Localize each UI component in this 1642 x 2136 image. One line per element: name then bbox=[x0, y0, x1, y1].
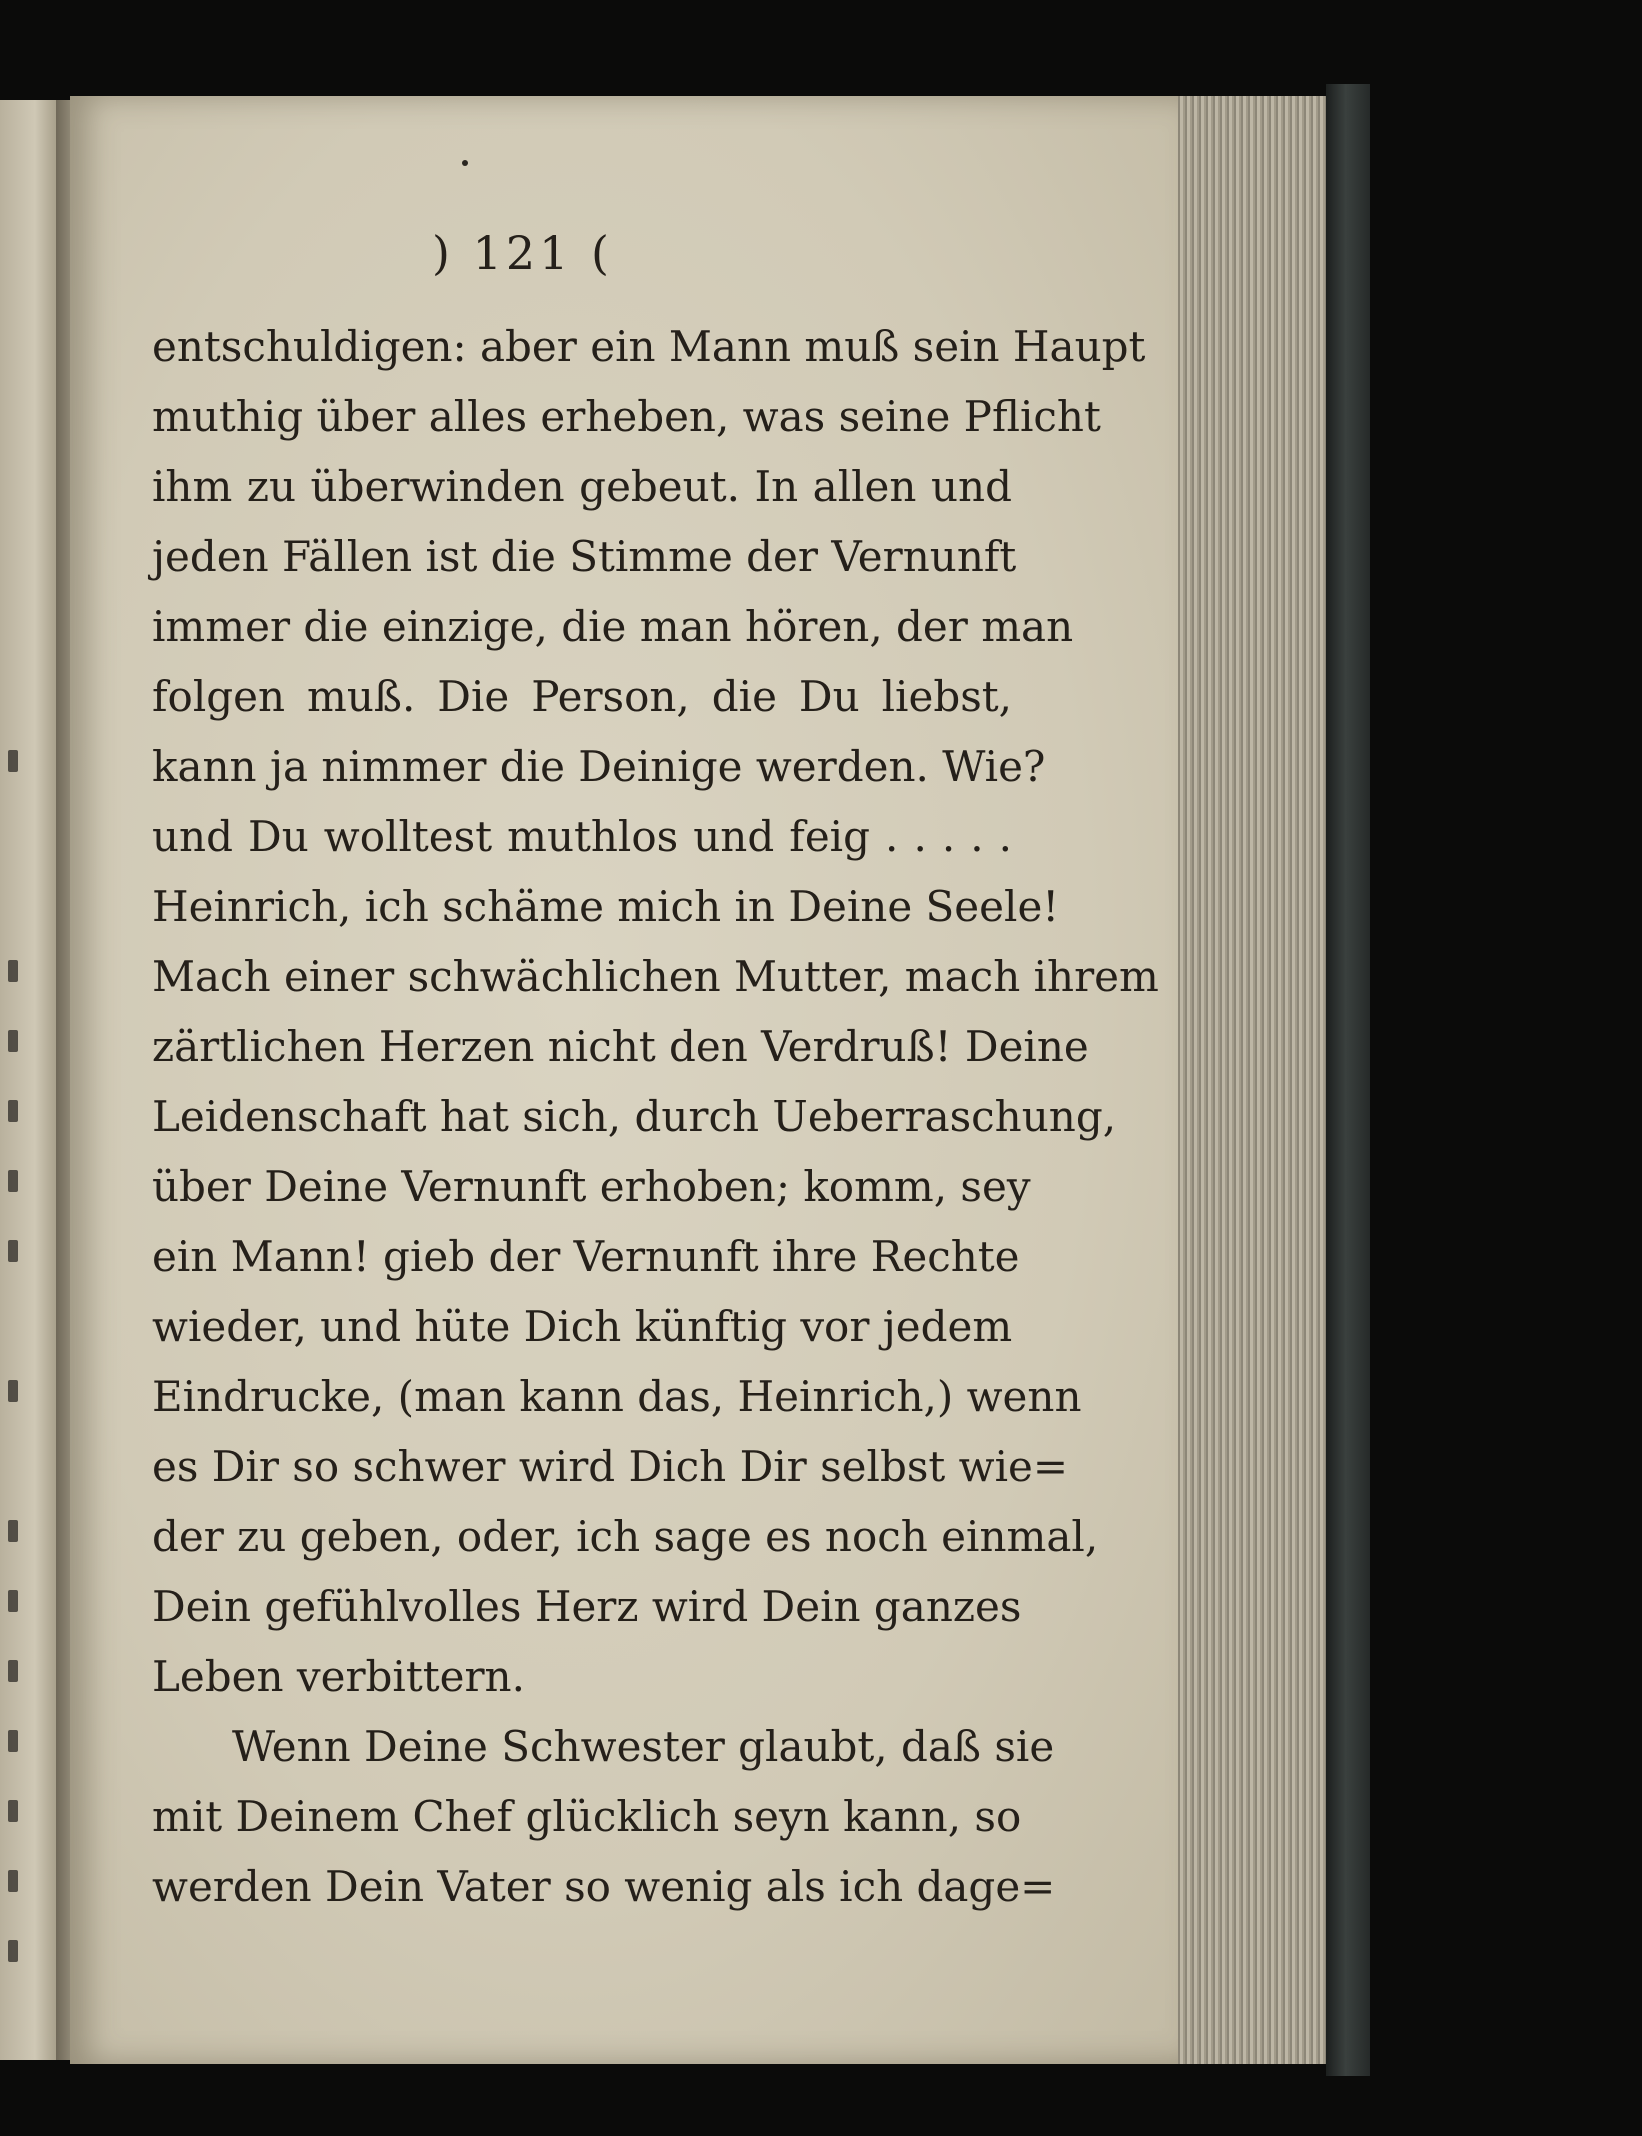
ink-speck bbox=[462, 160, 468, 166]
text-fragment bbox=[8, 1030, 18, 1052]
text-fragment bbox=[8, 750, 18, 772]
text-line: über Deine Vernunft erhoben; komm, sey bbox=[152, 1162, 1031, 1211]
facing-page-text-fragments bbox=[0, 100, 58, 2060]
text-line: wieder, und hüte Dich künftig vor jedem bbox=[152, 1302, 1013, 1351]
text-line: ihm zu überwinden gebeut. In allen und bbox=[152, 462, 1012, 511]
text-fragment bbox=[8, 1520, 18, 1542]
text-line: zärtlichen Herzen nicht den Verdruß! Deine bbox=[152, 1022, 1089, 1071]
text-line: Eindrucke, (man kann das, Heinrich,) wenn bbox=[152, 1372, 1082, 1421]
text-line: entschuldigen: aber ein Mann muß sein Haupt bbox=[152, 322, 1146, 371]
text-line: Leidenschaft hat sich, durch Ueberraschung, bbox=[152, 1092, 1117, 1141]
text-fragment bbox=[8, 1240, 18, 1262]
facing-page-edge bbox=[0, 100, 58, 2060]
text-line: jeden Fällen ist die Stimme der Vernunft bbox=[152, 532, 1017, 581]
text-fragment bbox=[8, 1800, 18, 1822]
text-fragment bbox=[8, 1730, 18, 1752]
text-line: Mach einer schwächlichen Mutter, mach ihrem bbox=[152, 952, 1159, 1001]
text-line: muthig über alles erheben, was seine Pflicht bbox=[152, 392, 1101, 441]
text-line: Dein gefühlvolles Herz wird Dein ganzes bbox=[152, 1582, 1022, 1631]
text-line: werden Dein Vater so wenig als ich dage= bbox=[152, 1862, 1056, 1911]
text-fragment bbox=[8, 1660, 18, 1682]
text-fragment bbox=[8, 1870, 18, 1892]
text-fragment bbox=[8, 1380, 18, 1402]
text-line: es Dir so schwer wird Dich Dir selbst wie= bbox=[152, 1442, 1069, 1491]
text-line: immer die einzige, die man hören, der man bbox=[152, 602, 1074, 651]
page-edges bbox=[1178, 96, 1328, 2064]
text-line: Wenn Deine Schwester glaubt, daß sie bbox=[232, 1722, 1055, 1771]
text-line: der zu geben, oder, ich sage es noch einmal, bbox=[152, 1512, 1099, 1561]
text-fragment bbox=[8, 1100, 18, 1122]
book-cover-edge bbox=[1326, 84, 1370, 2076]
text-line: Leben verbittern. bbox=[152, 1652, 525, 1701]
text-line: folgen muß. Die Person, die Du liebst, bbox=[152, 672, 1012, 721]
text-fragment bbox=[8, 960, 18, 982]
text-line: mit Deinem Chef glücklich seyn kann, so bbox=[152, 1792, 1022, 1841]
page-number: ) 121 ( bbox=[432, 226, 613, 280]
text-fragment bbox=[8, 1940, 18, 1962]
text-line: kann ja nimmer die Deinige werden. Wie? bbox=[152, 742, 1046, 791]
text-line: Heinrich, ich schäme mich in Deine Seele! bbox=[152, 882, 1060, 931]
text-fragment bbox=[8, 1170, 18, 1192]
text-fragment bbox=[8, 1590, 18, 1612]
text-line: ein Mann! gieb der Vernunft ihre Rechte bbox=[152, 1232, 1020, 1281]
text-line: und Du wolltest muthlos und feig . . . . . bbox=[152, 812, 1012, 861]
